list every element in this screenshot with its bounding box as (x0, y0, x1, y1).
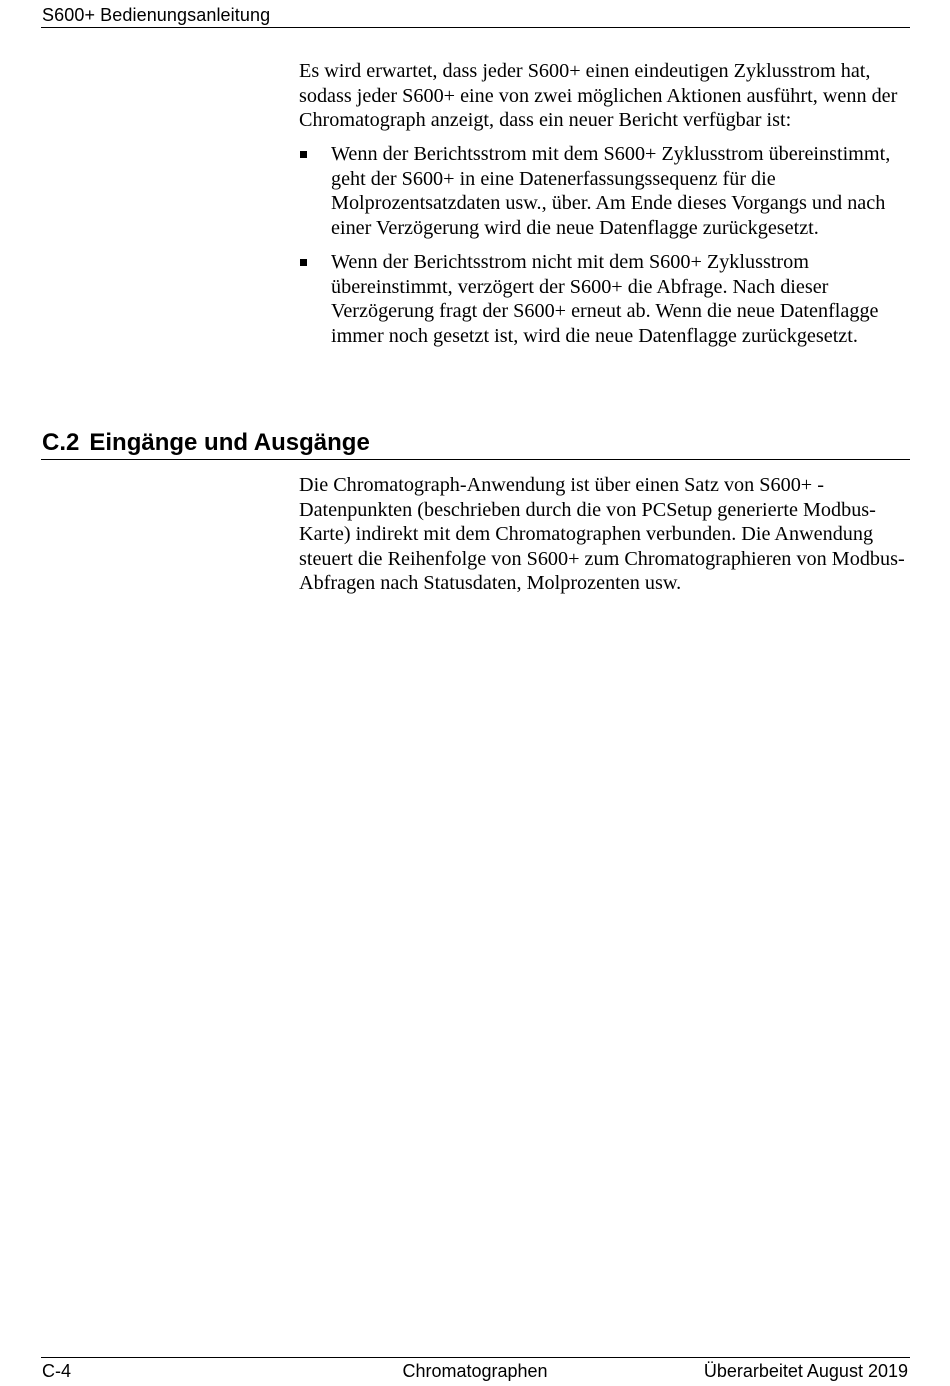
bullet-list (299, 142, 914, 358)
section-number: C.2 (42, 429, 80, 456)
section-paragraph: Die Chromatograph-Anwendung ist über einen Satz von S600+ - Datenpunkten (beschrieben durch die von PCSetup generierte Modbus-Karte) indirekt mit dem Chromatographen verbunden. Die Anwendung steuert die Reihenfolge von S600+ zum Chromatographieren von Modbus-Abfragen nach Statusdaten, Molprozenten usw. (299, 474, 905, 594)
intro-paragraph: Es wird erwartet, dass jeder S600+ einen eindeutigen Zyklusstrom hat, sodass jeder S600+ eine von zwei möglichen Aktionen ausführt, wenn der Chromatograph anzeigt, dass ein neuer Bericht verfügbar ist: (299, 60, 898, 131)
square-bullet-icon (300, 259, 307, 266)
list-item-text: Wenn der Berichtsstrom mit dem S600+ Zyklusstrom übereinstimmt, geht der S600+ in eine Datenerfassungssequenz für die Molprozentsatzdaten usw., über. Am Ende dieses Vorgangs und nach einer Verzögerung wird die neue Datenflagge zurückgesetzt. (331, 143, 891, 239)
square-bullet-icon (300, 151, 307, 158)
revision-date: Überarbeitet August 2019 (703, 1361, 908, 1381)
page-number: C-4 (42, 1361, 72, 1381)
header-rule (41, 27, 910, 28)
chapter-title: Chromatographen (402, 1361, 548, 1381)
section-title: Eingänge und Ausgänge (89, 429, 370, 456)
list-item-text: Wenn der Berichtsstrom nicht mit dem S600+ Zyklusstrom übereinstimmt, verzögert der S600+ die Abfrage. Nach dieser Verzögerung fragt der S600+ erneut ab. Wenn die neue Datenflagge immer noch gesetzt ist, wird die neue Datenflagge zurückgesetzt. (331, 251, 879, 347)
section-heading (42, 428, 370, 458)
running-header: S600+ Bedienungsanleitung (42, 5, 271, 25)
list-item (299, 250, 914, 348)
footer-rule (41, 1357, 910, 1358)
list-item (299, 142, 914, 240)
section-rule (41, 459, 910, 460)
page-footer (42, 1360, 908, 1382)
